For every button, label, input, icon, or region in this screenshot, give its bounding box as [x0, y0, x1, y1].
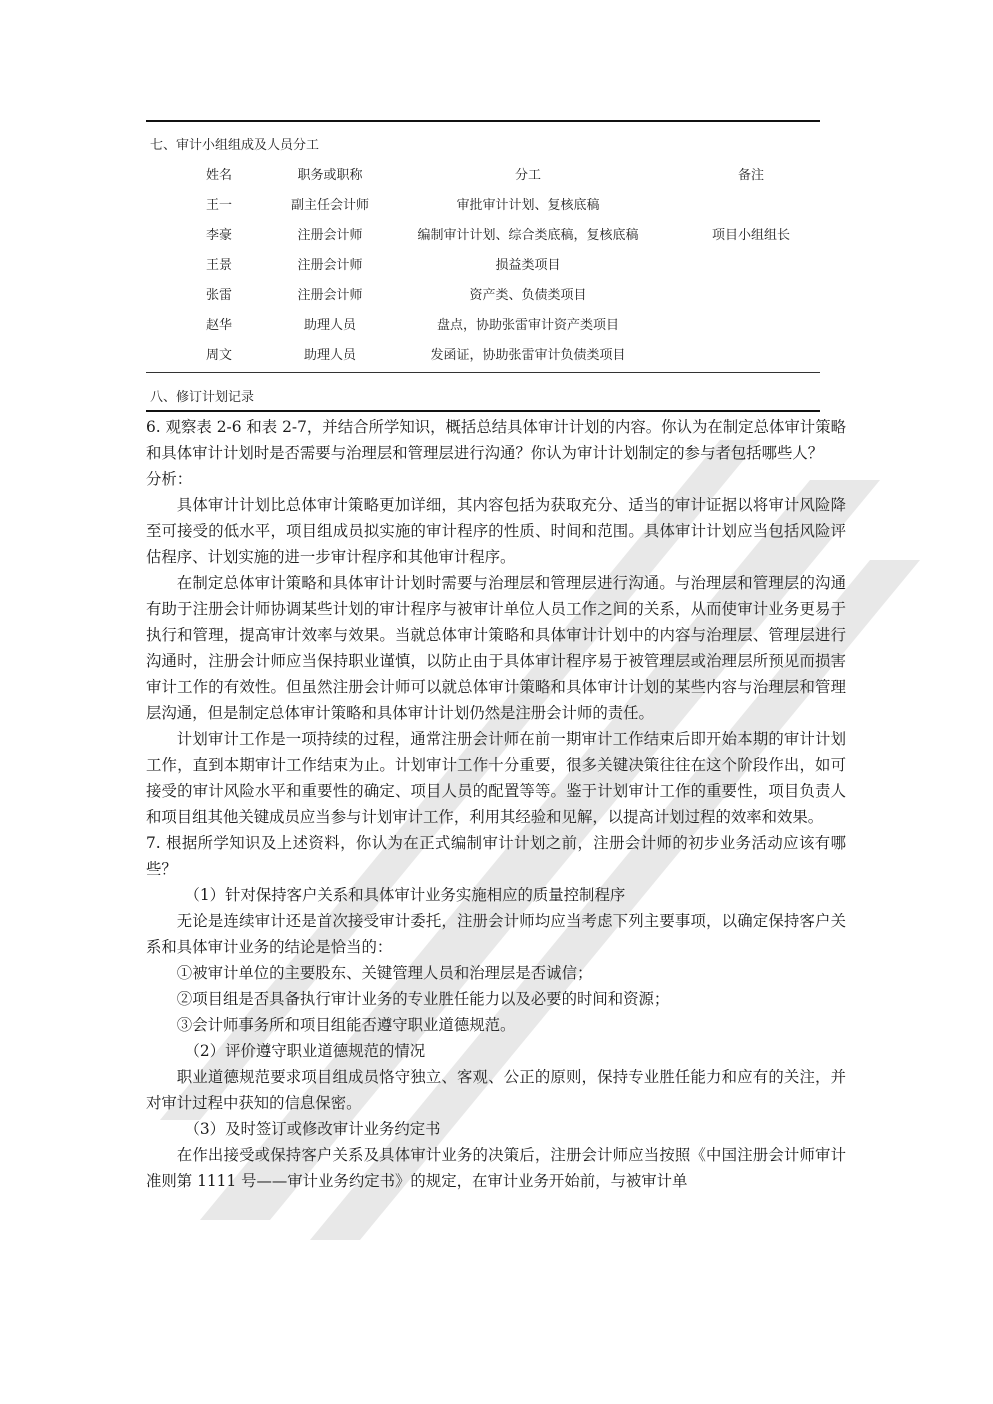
subparagraph-3: 在作出接受或保持客户关系及具体审计业务的决策后，注册会计师应当按照《中国注册会计师审计准则第 1111 号——审计业务约定书》的规定，在审计业务开始前，与被审计单: [146, 1146, 846, 1190]
table-header-row: [146, 162, 820, 192]
header-duty: 分工: [514, 168, 541, 183]
subheading-3: （3）及时签订或修改审计业务约定书: [184, 1120, 441, 1138]
cell-duty: 发函证，协助张雷审计负债类项目: [430, 348, 626, 363]
table-row: [146, 312, 820, 342]
table-row: [146, 252, 820, 282]
cell-duty: 编制审计计划、综合类底稿，复核底稿: [417, 228, 639, 243]
cell-title: 注册会计师: [297, 258, 363, 273]
cell-duty: 资产类、负债类项目: [469, 288, 587, 303]
section-7-title: 七、审计小组组成及人员分工: [150, 138, 320, 153]
question-6: 6. 观察表 2-6 和表 2-7，并结合所学知识，概括总结具体审计计划的内容。你认为在制定总体审计策略和具体审计计划时是否需要与治理层和管理层进行沟通？你认为审计计划制定的参与者包括哪些人？: [146, 418, 846, 462]
cell-duty: 盘点，协助张雷审计资产类项目: [436, 318, 619, 333]
table-row: [146, 342, 820, 372]
cell-title: 助理人员: [303, 318, 356, 333]
table-row: [146, 282, 820, 312]
cell-name: 王一: [205, 198, 232, 213]
section-8-title: 八、修订计划记录: [150, 390, 255, 405]
list-item: ①被审计单位的主要股东、关键管理人员和治理层是否诚信；: [176, 964, 593, 982]
top-rule: [146, 120, 820, 122]
subheading-1: （1）针对保持客户关系和具体审计业务实施相应的质量控制程序: [184, 886, 626, 904]
list-item: ②项目组是否具备执行审计业务的专业胜任能力以及必要的时间和资源；: [176, 990, 670, 1008]
cell-duty: 损益类项目: [495, 258, 561, 273]
list-item: ③会计师事务所和项目组能否遵守职业道德规范。: [176, 1016, 516, 1034]
cell-name: 赵华: [205, 318, 232, 333]
cell-note: 项目小组组长: [711, 228, 790, 243]
paragraph-2: 在制定总体审计策略和具体审计计划时需要与治理层和管理层进行沟通。与治理层和管理层的沟通有助于注册会计师协调某些计划的审计程序与被审计单位人员工作之间的关系，从而使审计业务更易于执行和管理，提高审计效率与效果。当就总体审计策略和具体审计计划中的内容与治理层、管理层进行沟通时，注册会计师应当保持职业谨慎，以防止由于具体审计程序易于被管理层或治理层所预见而损害审计工作的有效性。但虽然注册会计师可以就总体审计策略和具体审计计划的某些内容与治理层和管理层沟通，但是制定总体审计策略和具体审计计划仍然是注册会计师的责任。: [146, 574, 846, 722]
team-table: [146, 162, 820, 372]
body-content: [146, 414, 846, 1194]
cell-title: 副主任会计师: [290, 198, 369, 213]
table-row: [146, 192, 820, 222]
cell-title: 注册会计师: [297, 228, 363, 243]
paragraph-3: 计划审计工作是一项持续的过程，通常注册会计师在前一期审计工作结束后即开始本期的审计计划工作，直到本期审计工作结束为止。计划审计工作十分重要，很多关键决策往往在这个阶段作出，如可接受的审计风险水平和重要性的确定、项目人员的配置等等。鉴于计划审计工作的重要性，项目负责人和项目组其他关键成员应当参与计划审计工作，利用其经验和见解，以提高计划过程的效率和效果。: [146, 730, 846, 826]
question-7: 7. 根据所学知识及上述资料，你认为在正式编制审计计划之前，注册会计师的初步业务活动应该有哪些？: [146, 834, 846, 878]
paragraph-1: 具体审计计划比总体审计策略更加详细，其内容包括为获取充分、适当的审计证据以将审计风险降至可接受的低水平，项目组成员拟实施的审计程序的性质、时间和范围。具体审计计划应当包括风险评估程序、计划实施的进一步审计程序和其他审计程序。: [146, 496, 846, 566]
table-row: [146, 222, 820, 252]
lower-rule: [146, 410, 820, 412]
cell-name: 李豪: [205, 228, 232, 243]
cell-name: 王景: [205, 258, 232, 273]
cell-title: 助理人员: [303, 348, 356, 363]
cell-duty: 审批审计计划、复核底稿: [456, 198, 600, 213]
subparagraph-2: 职业道德规范要求项目组成员恪守独立、客观、公正的原则，保持专业胜任能力和应有的关注，并对审计过程中获知的信息保密。: [146, 1068, 846, 1112]
header-title: 职务或职称: [297, 168, 363, 183]
cell-title: 注册会计师: [297, 288, 363, 303]
subheading-2: （2）评价遵守职业道德规范的情况: [184, 1042, 426, 1060]
cell-name: 周文: [205, 348, 232, 363]
cell-name: 张雷: [205, 288, 232, 303]
middle-rule: [146, 372, 820, 373]
subparagraph-1: 无论是连续审计还是首次接受审计委托，注册会计师均应当考虑下列主要事项，以确定保持客户关系和具体审计业务的结论是恰当的：: [146, 912, 846, 956]
header-note: 备注: [737, 168, 764, 183]
header-name: 姓名: [205, 168, 232, 183]
analysis-label: 分析：: [146, 470, 193, 488]
